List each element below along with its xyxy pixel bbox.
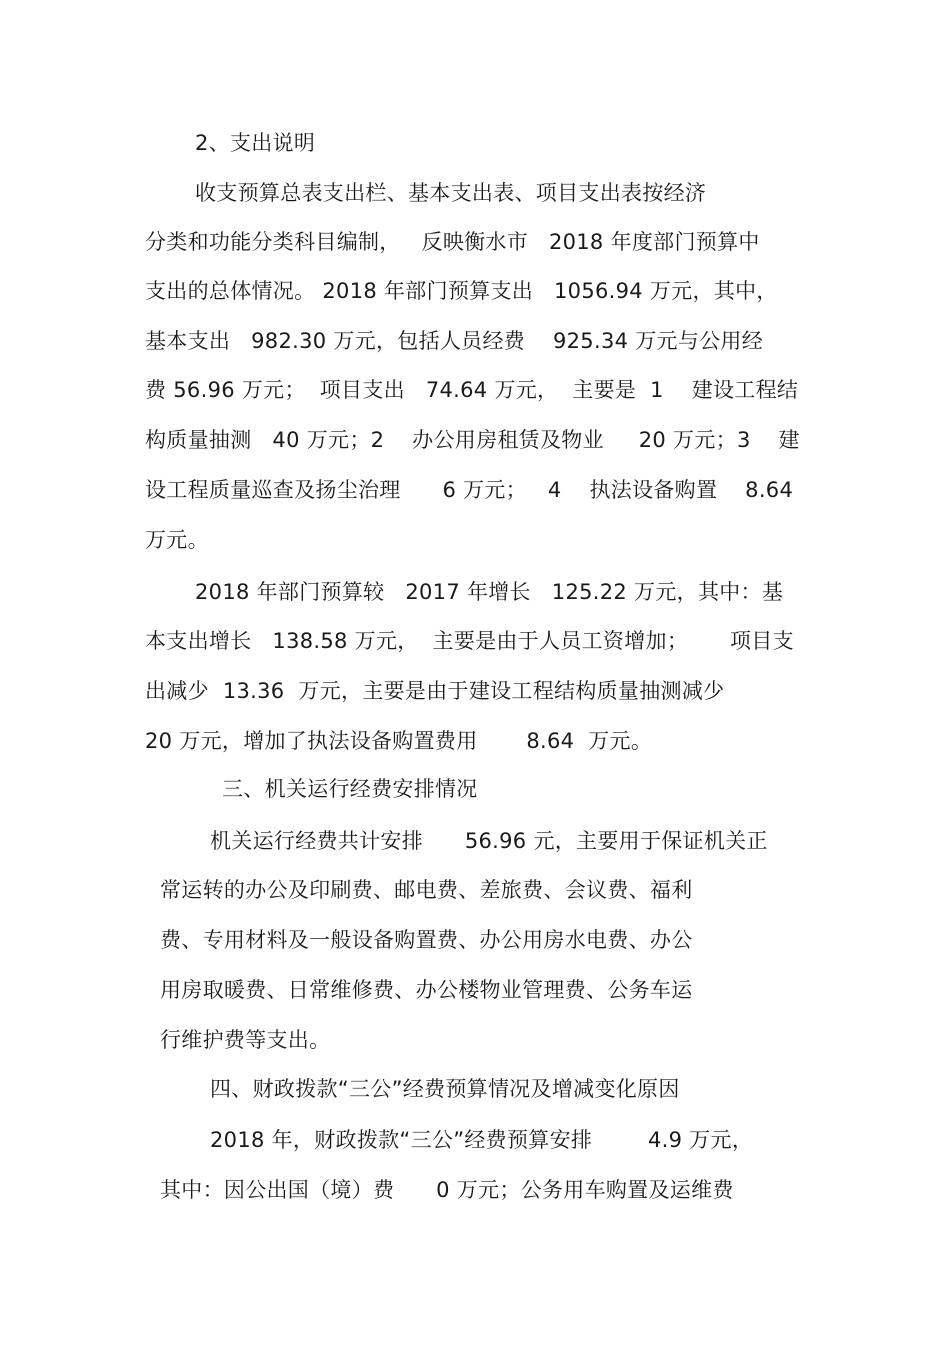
paragraph-line: 常运转的办公及印刷费、邮电费、差旅费、会议费、福利 [160, 878, 693, 902]
paragraph-line: 出减少 13.36 万元，主要是由于建设工程结构质量抽测减少 [145, 679, 725, 703]
paragraph-line: 构质量抽测 40 万元；2 办公用房租赁及物业 20 万元；3 建 [145, 428, 800, 452]
paragraph-line: 支出的总体情况。 2018 年部门预算支出 1056.94 万元，其中， [145, 279, 778, 303]
paragraph-line: 费 56.96 万元； 项目支出 74.64 万元， 主要是 1 建设工程结 [145, 378, 799, 402]
paragraph-line: 费、专用材料及一般设备购置费、办公用房水电费、办公 [160, 928, 693, 952]
paragraph-line: 万元。 [145, 528, 209, 552]
paragraph-line: 基本支出 982.30 万元，包括人员经费 925.34 万元与公用经 [145, 329, 764, 353]
paragraph-line: 行维护费等支出。 [160, 1028, 331, 1052]
section-heading-expenditure: 2、支出说明 [195, 131, 316, 155]
paragraph-line: 机关运行经费共计安排 56.96 元，主要用于保证机关正 [210, 829, 768, 853]
paragraph-line: 2018 年部门预算较 2017 年增长 125.22 万元，其中：基 [195, 580, 784, 604]
paragraph-line: 用房取暖费、日常维修费、办公楼物业管理费、公务车运 [160, 978, 693, 1002]
paragraph-line: 本支出增长 138.58 万元， 主要是由于人员工资增加； 项目支 [145, 629, 794, 653]
paragraph-line: 2018 年，财政拨款“三公”经费预算安排 4.9 万元， [210, 1128, 754, 1152]
paragraph-line: 收支预算总表支出栏、基本支出表、项目支出表按经济 [195, 181, 707, 205]
paragraph-line: 20 万元，增加了执法设备购置费用 8.64 万元。 [145, 729, 653, 753]
paragraph-line: 分类和功能分类科目编制， 反映衡水市 2018 年度部门预算中 [145, 230, 760, 254]
paragraph-line: 设工程质量巡查及扬尘治理 6 万元； 4 执法设备购置 8.64 [145, 478, 794, 502]
paragraph-line: 其中：因公出国（境）费 0 万元；公务用车购置及运维费 [160, 1178, 734, 1202]
section-heading-operating-funds: 三、机关运行经费安排情况 [222, 777, 478, 801]
section-heading-three-public: 四、财政拨款“三公”经费预算情况及增减变化原因 [210, 1077, 680, 1101]
